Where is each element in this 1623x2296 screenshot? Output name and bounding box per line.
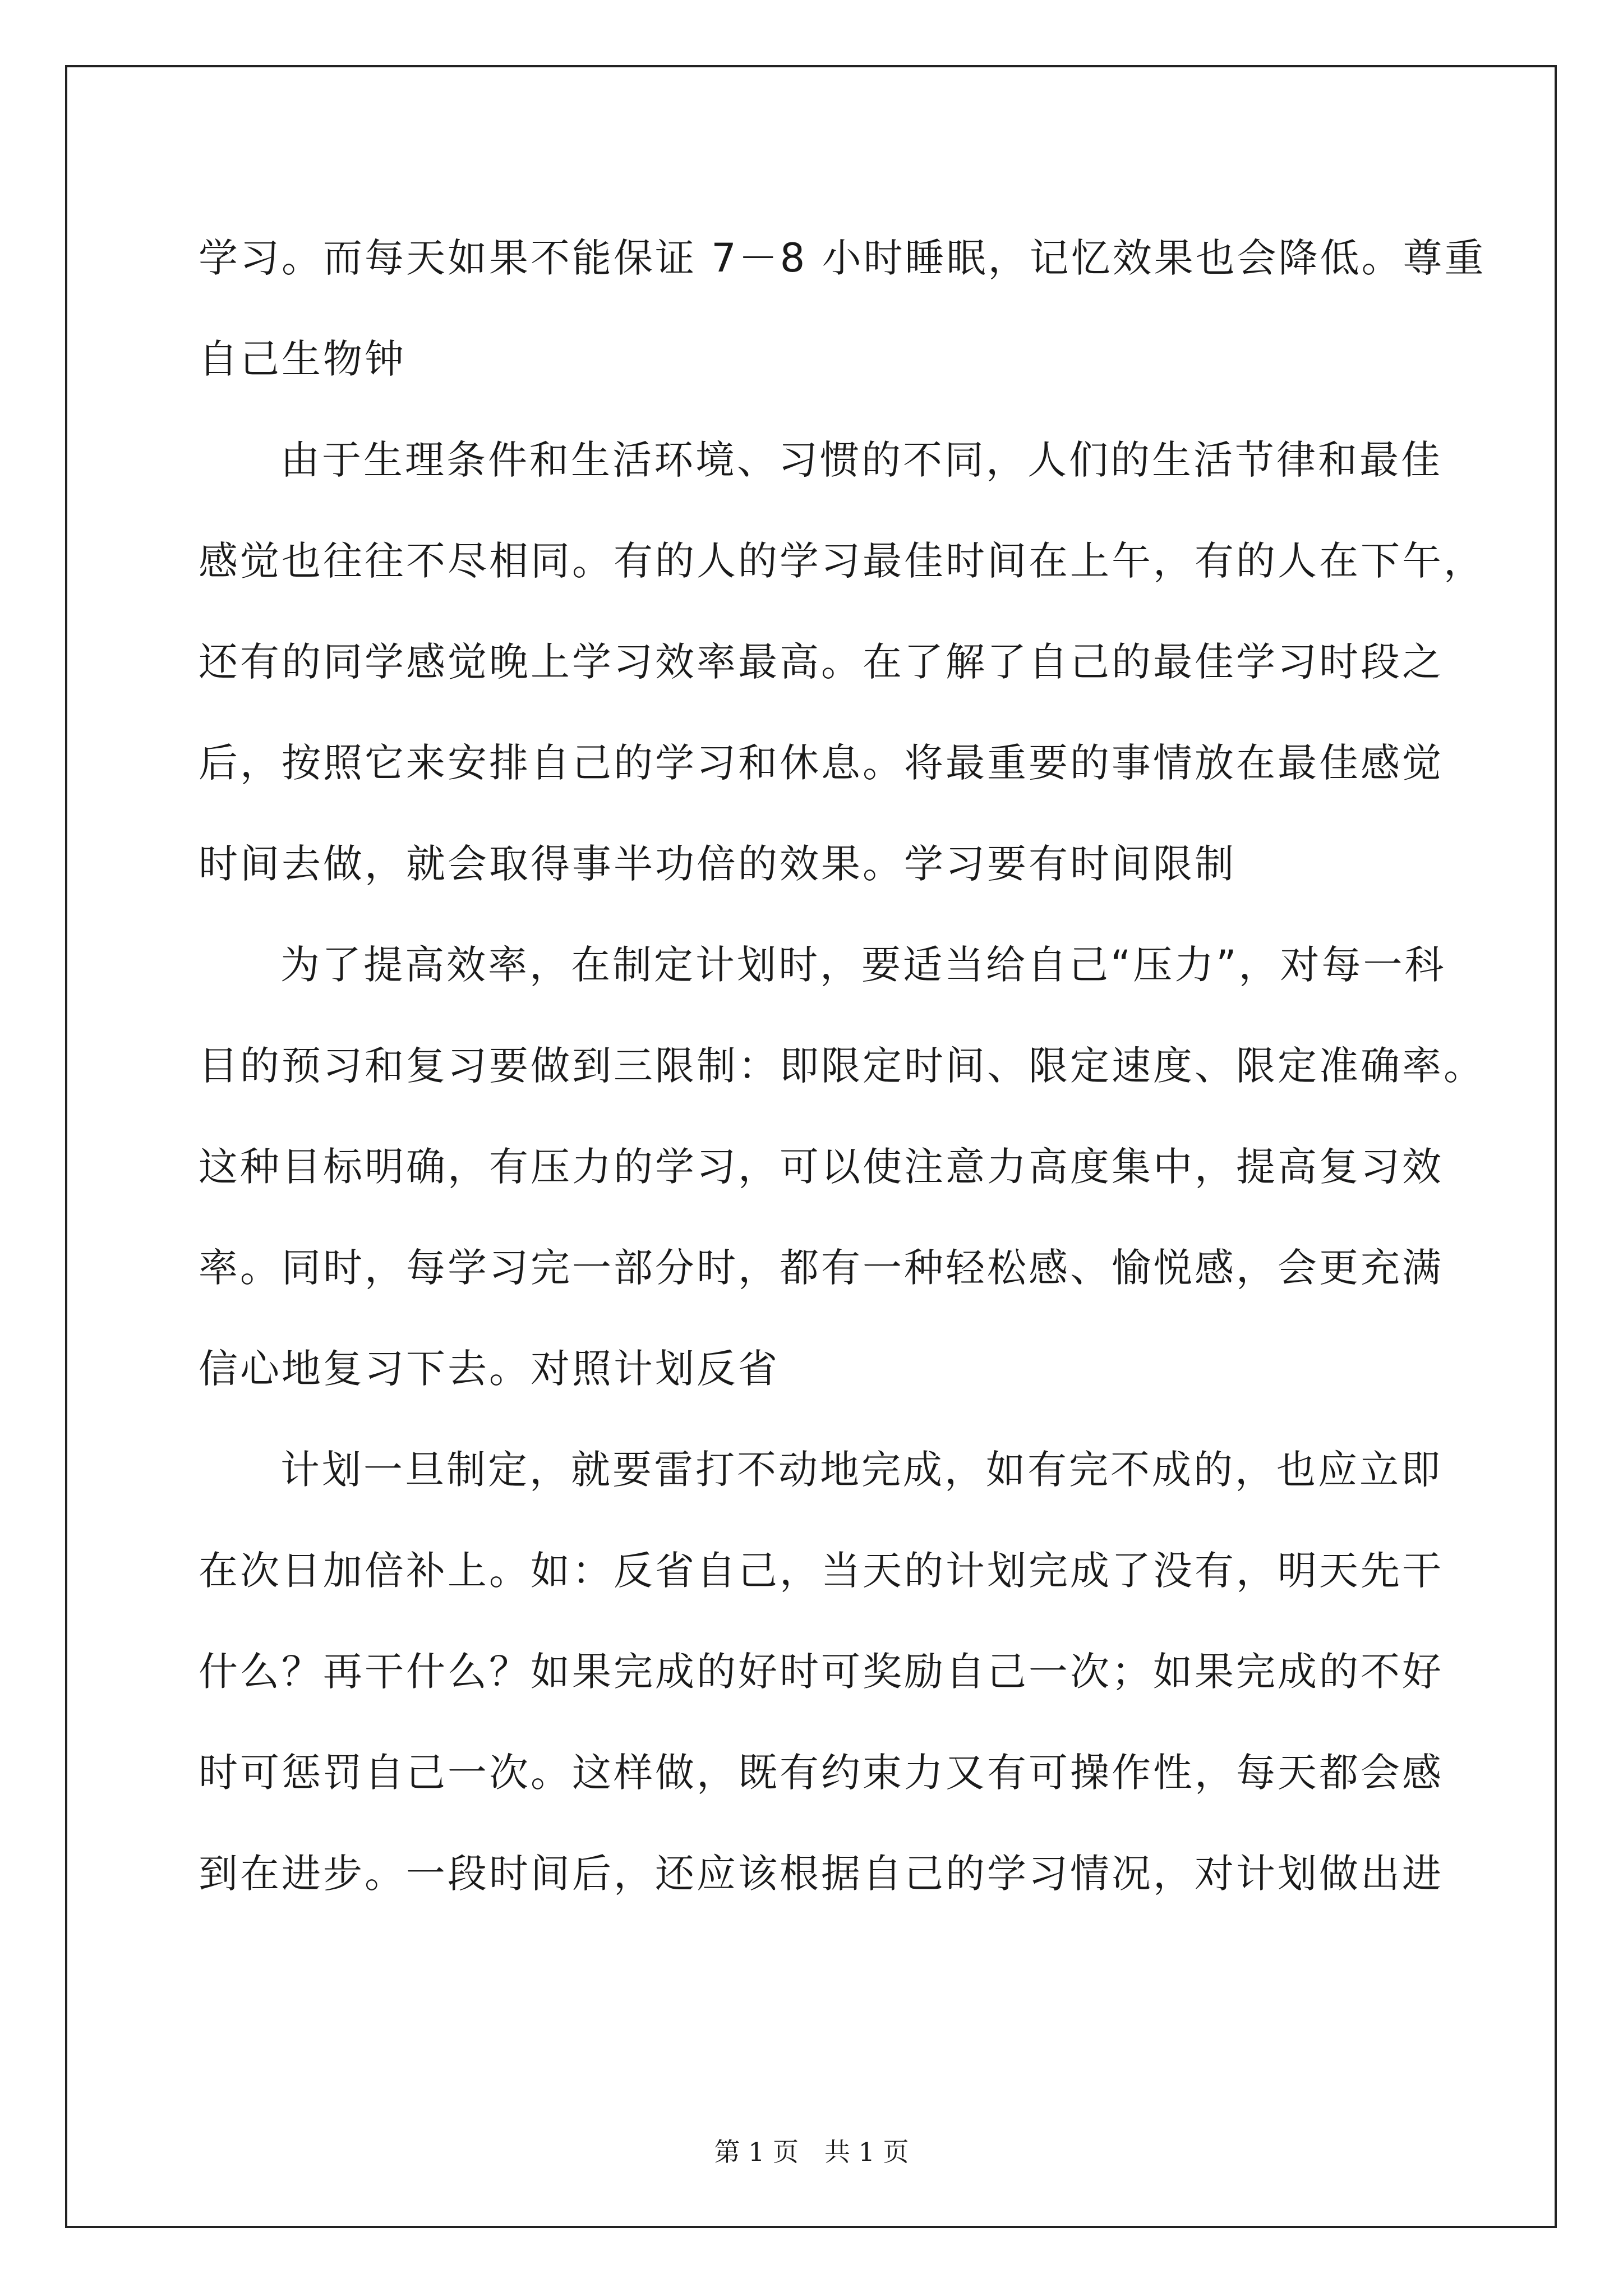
- text-line: 计划一旦制定，就要雷打不动地完成，如有完不成的，也应立即: [280, 1447, 1442, 1493]
- text-line: 率。同时，每学习完一部分时，都有一种轻松感、愉悦感，会更充满: [199, 1245, 1444, 1291]
- text-line: 感觉也往往不尽相同。有的人的学习最佳时间在上午，有的人在下午，: [199, 538, 1485, 584]
- text-line: 还有的同学感觉晚上学习效率最高。在了解了自己的最佳学习时段之: [199, 639, 1444, 685]
- text-line: 到在进步。一段时间后，还应该根据自己的学习情况，对计划做出进: [199, 1851, 1444, 1897]
- text-line: 时可惩罚自己一次。这样做，既有约束力又有可操作性，每天都会感: [199, 1750, 1444, 1796]
- text-line: 什么？再干什么？如果完成的好时可奖励自己一次；如果完成的不好: [199, 1649, 1444, 1695]
- document-body: [199, 208, 1486, 1924]
- text-line: 由于生理条件和生活环境、习惯的不同，人们的生活节律和最佳: [280, 437, 1442, 483]
- text-line: 为了提高效率，在制定计划时，要适当给自己“压力”，对每一科: [280, 942, 1446, 988]
- text-line: 这种目标明确，有压力的学习，可以使注意力高度集中，提高复习效: [199, 1144, 1444, 1190]
- text-line: 在次日加倍补上。如：反省自己，当天的计划完成了没有，明天先干: [199, 1548, 1444, 1594]
- text-line: 信心地复习下去。对照计划反省: [199, 1346, 780, 1392]
- text-line: 后，按照它来安排自己的学习和休息。将最重要的事情放在最佳感觉: [199, 740, 1444, 786]
- page-footer: 第 1 页 共 1 页: [714, 2137, 909, 2167]
- text-line: 时间去做，就会取得事半功倍的效果。学习要有时间限制: [199, 841, 1236, 887]
- text-line: 学习。而每天如果不能保证 7－8 小时睡眠，记忆效果也会降低。尊重: [199, 235, 1486, 281]
- text-line: 自己生物钟: [199, 336, 406, 382]
- text-line: 目的预习和复习要做到三限制：即限定时间、限定速度、限定准确率。: [199, 1043, 1485, 1089]
